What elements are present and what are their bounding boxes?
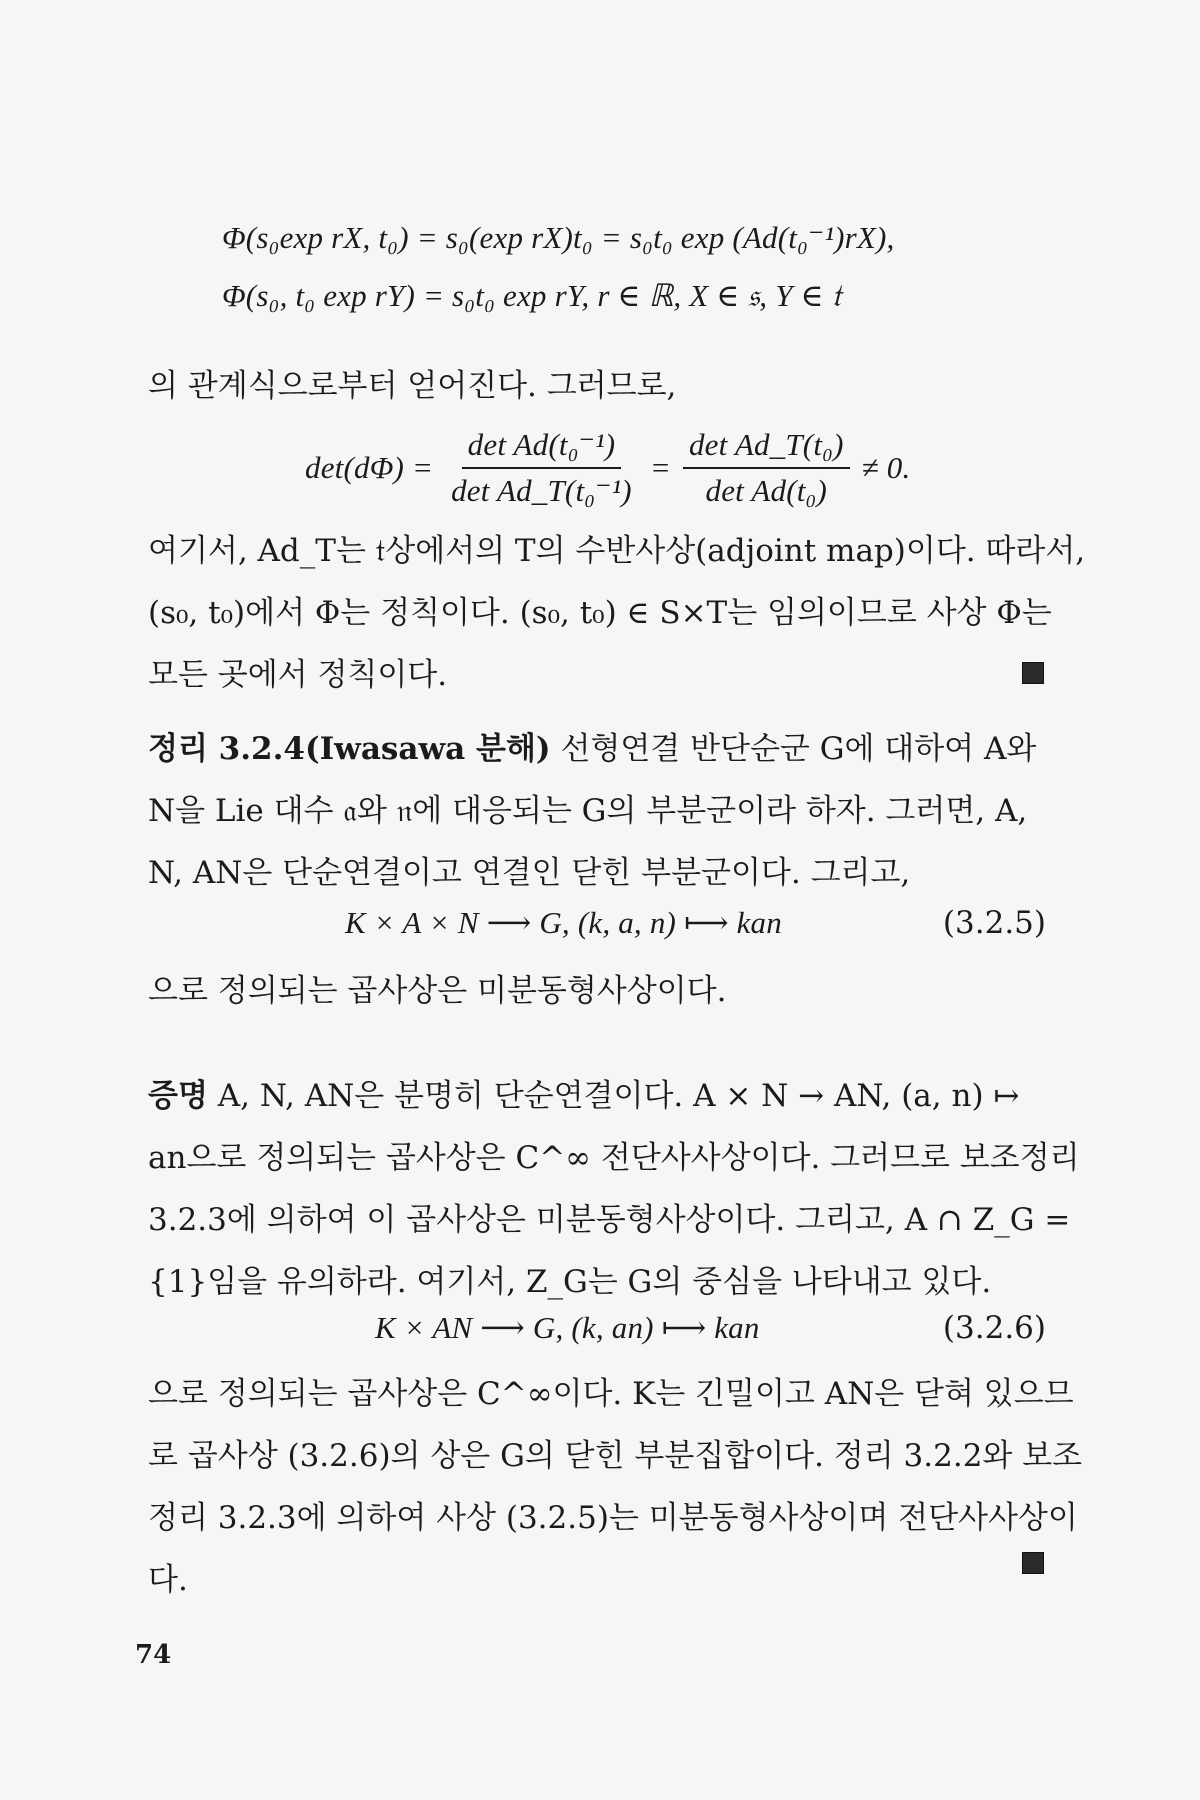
proof-line [148,1065,1046,1127]
paragraph-relation [148,355,1046,417]
fraction-2-denominator: det Ad(t₀) [705,473,828,508]
proof-block [148,1065,1080,1313]
fraction-1-numerator: det Ad(t₀⁻¹) [462,427,622,469]
equation-number-3-2-6: (3.2.6) [942,1310,1046,1346]
det-rhs: ≠ 0. [861,450,911,485]
equation-3-2-5: K × A × N ⟶ G, (k, a, n) ⟼ kan [345,905,782,940]
theorem-iwasawa [148,718,1046,904]
equation-phi-line-2: Φ(s₀, t₀ exp rY) = s₀t₀ exp rY, r ∈ ℝ, X ∈ 𝔰, Y ∈ 𝔱 [222,278,842,313]
paragraph-line: (s₀, t₀)에서 Φ는 정칙이다. (s₀, t₀) ∈ S×T는 임의이므로 사상 Φ는 [148,595,1052,631]
theorem-label: 정리 3.2.4(Iwasawa 분해) [148,731,551,767]
paragraph-line: 모든 곳에서 정칙이다. [148,657,448,693]
paragraph-line: 으로 정의되는 곱사상은 미분동형사상이다. [148,973,727,1009]
qed-square-icon [1022,1552,1044,1574]
page-number: 74 [135,1640,172,1670]
det-lhs: det(dΦ) = [305,450,434,485]
paragraph-line: 로 곱사상 (3.2.6)의 상은 G의 닫힌 부분집합이다. 정리 3.2.2와 보조 [148,1438,1083,1474]
paragraph-line: 여기서, Ad_T는 𝔱상에서의 T의 수반사상(adjoint map)이다. 따라서, [148,533,1086,569]
equation-determinant [305,418,910,518]
fraction-1-denominator: det Ad_T(t₀⁻¹) [451,473,632,508]
paragraph-adjoint [148,520,1086,706]
equation-number-3-2-5: (3.2.5) [942,905,1046,941]
fraction-2 [683,427,850,509]
theorem-line: N을 Lie 대수 𝔞와 𝔫에 대응되는 G의 부분군이라 하자. 그러면, A, [148,793,1028,829]
paragraph-diffeomorphism [148,960,1046,1022]
proof-line: an으로 정의되는 곱사상은 C^∞ 전단사사상이다. 그러므로 보조정리 [148,1140,1080,1176]
theorem-line [148,718,1046,780]
paragraph-line: 다. [148,1562,188,1598]
proof-line: {1}임을 유의하라. 여기서, Z_G는 G의 중심을 나타내고 있다. [148,1264,992,1300]
det-equals: = [649,450,671,485]
equation-phi-line-1: Φ(s₀exp rX, t₀) = s₀(exp rX)t₀ = s₀t₀ exp (Ad(t₀⁻¹)rX), [222,220,895,255]
paragraph-line: 의 관계식으로부터 얻어진다. 그러므로, [148,368,677,404]
paragraph-line: 으로 정의되는 곱사상은 C^∞이다. K는 긴밀이고 AN은 닫혀 있으므 [148,1376,1074,1412]
paragraph-line: 정리 3.2.3에 의하여 사상 (3.2.5)는 미분동형사상이며 전단사사상이 [148,1500,1078,1536]
proof-label: 증명 [148,1078,208,1114]
theorem-text: 선형연결 반단순군 G에 대하여 A와 [550,731,1037,767]
qed-square-icon [1022,662,1044,684]
equation-3-2-6: K × AN ⟶ G, (k, an) ⟼ kan [375,1310,760,1345]
theorem-line: N, AN은 단순연결이고 연결인 닫힌 부분군이다. 그리고, [148,855,911,891]
proof-line: 3.2.3에 의하여 이 곱사상은 미분동형사상이다. 그리고, A ∩ Z_G = [148,1202,1071,1238]
fraction-1 [445,427,638,509]
fraction-2-numerator: det Ad_T(t₀) [683,427,850,469]
proof-text: A, N, AN은 분명히 단순연결이다. A × N → AN, (a, n) ↦ [207,1078,1020,1114]
paragraph-conclusion [148,1363,1083,1611]
